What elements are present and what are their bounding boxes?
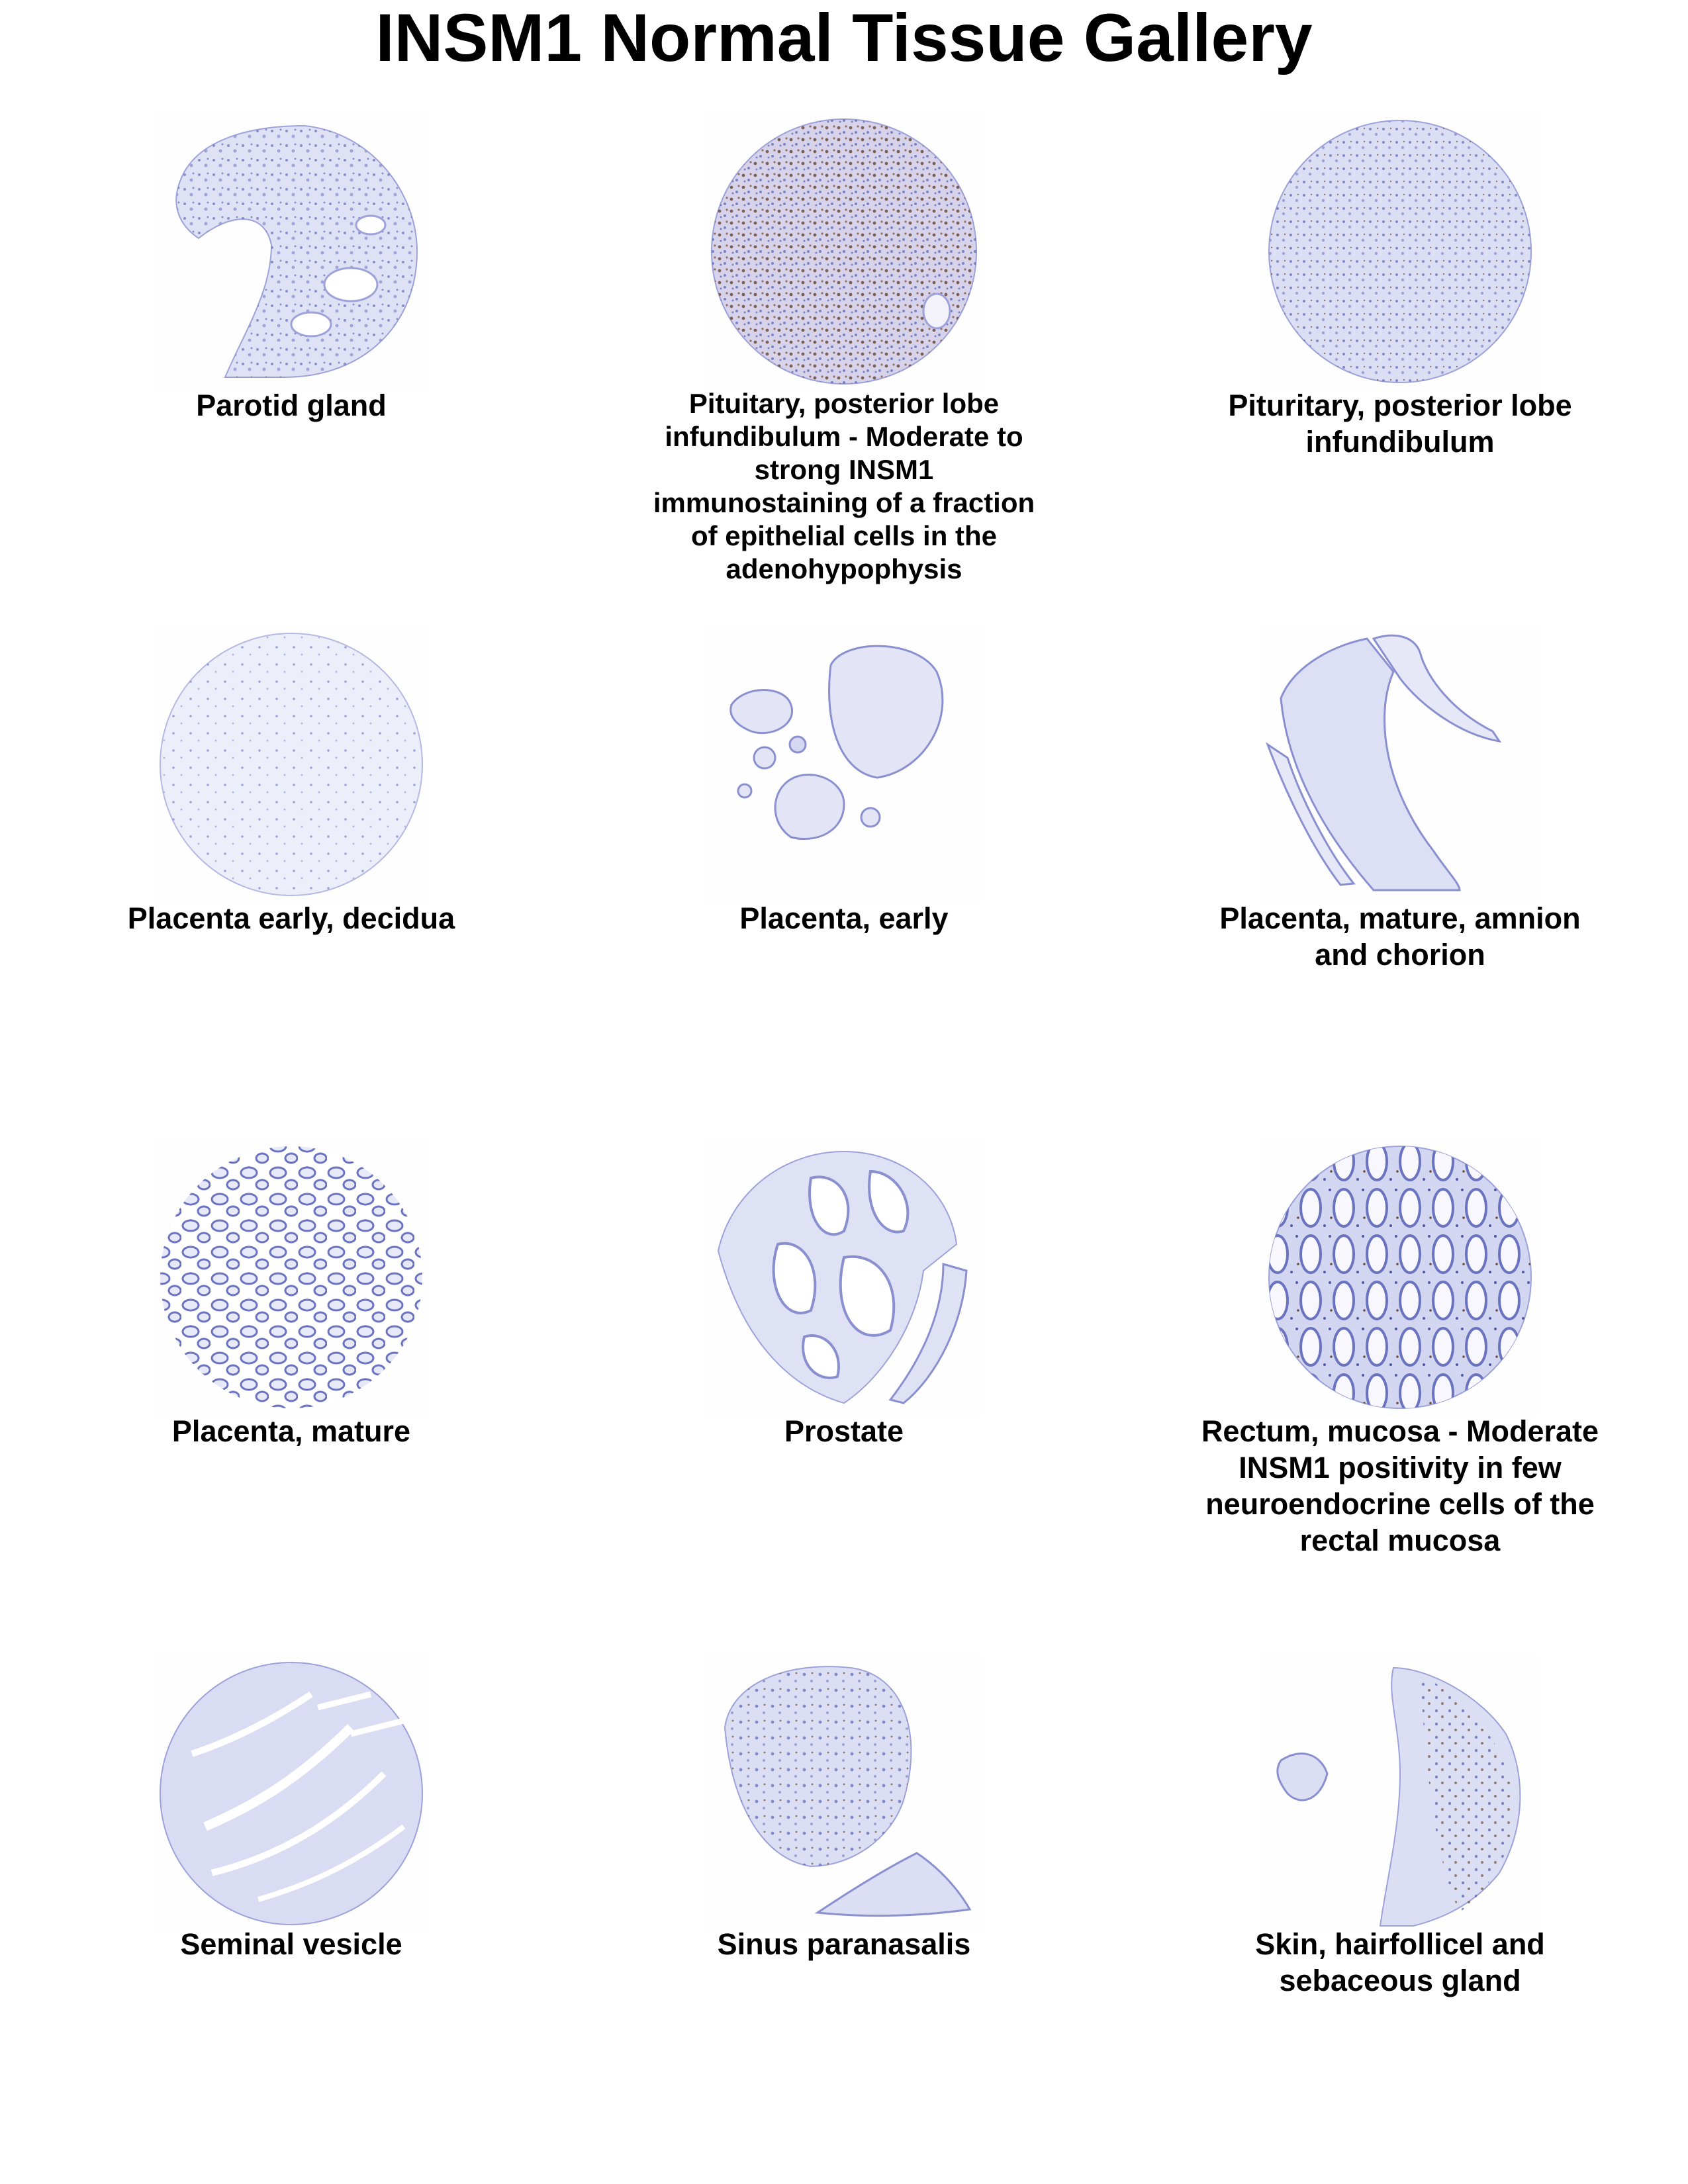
tissue-image-pituitary-stained[interactable] bbox=[705, 113, 983, 390]
tissue-caption: Rectum, mucosa - Moderate INSM1 positivity in few neuroendocrine cells of the rectal mucosa bbox=[1201, 1414, 1599, 1557]
tissue-caption: Placenta early, decidua bbox=[127, 901, 455, 935]
tissue-caption: Seminal vesicle bbox=[180, 1927, 402, 1961]
tissue-caption: Prostate bbox=[784, 1414, 904, 1448]
tissue-image-placenta-mature[interactable] bbox=[152, 1138, 430, 1416]
tissue-image-placenta-early[interactable] bbox=[705, 625, 983, 903]
tissue-image-amnion-chorion[interactable] bbox=[1261, 625, 1539, 903]
tissue-caption: Parotid gland bbox=[196, 388, 387, 422]
tissue-caption: Pituitary, posterior lobe infundibulum - Moderate to strong INSM1 immunostaining of a fraction of epithelial cells in the adenohypophysis bbox=[653, 388, 1035, 584]
page-title: INSM1 Normal Tissue Gallery bbox=[375, 0, 1313, 75]
tissue-image-sinus-paranasalis[interactable] bbox=[705, 1655, 983, 1933]
tissue-caption: Skin, hairfollicel and sebaceous gland bbox=[1255, 1927, 1545, 1997]
tissue-caption: Placenta, mature bbox=[171, 1414, 411, 1448]
tissue-image-placenta-decidua[interactable] bbox=[152, 625, 430, 903]
tissue-image-rectum-mucosa[interactable] bbox=[1261, 1138, 1539, 1416]
tissue-caption: Placenta, early bbox=[739, 901, 949, 935]
tissue-image-seminal-vesicle[interactable] bbox=[152, 1655, 430, 1933]
tissue-caption: Sinus paranasalis bbox=[717, 1927, 971, 1961]
tissue-image-pituitary[interactable] bbox=[1261, 113, 1539, 390]
tissue-image-skin-hairfollicle[interactable] bbox=[1261, 1655, 1539, 1933]
tissue-caption: Pituritary, posterior lobe infundibulum bbox=[1228, 388, 1572, 459]
tissue-image-parotid-gland[interactable] bbox=[152, 113, 430, 390]
tissue-caption: Placenta, mature, amnion and chorion bbox=[1219, 901, 1581, 972]
tissue-image-prostate[interactable] bbox=[705, 1138, 983, 1416]
